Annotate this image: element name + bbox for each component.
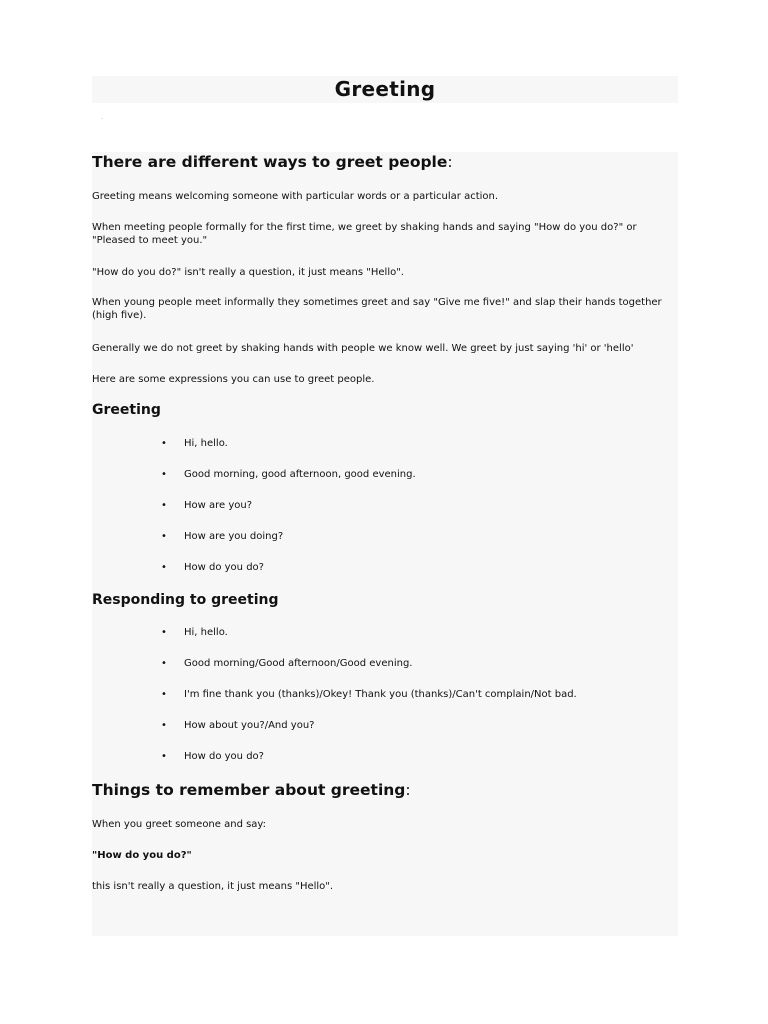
paragraph-expressions-intro: Here are some expressions you can use to greet people. (92, 374, 375, 385)
bullet-icon: • (161, 627, 167, 638)
paragraph-formal-greeting: When meeting people formally for the first time, we greet by shaking hands and saying "How do you do?" or "Pleased to meet you." (92, 222, 637, 246)
bullet-icon: • (161, 689, 167, 700)
subheading-greeting: Greeting (92, 402, 161, 418)
paragraph-how-do-you-do: "How do you do?" isn't really a question, it just means "Hello". (92, 267, 404, 278)
bullet-icon: • (161, 469, 167, 480)
section-heading-things-to-remember: Things to remember about greeting: (92, 781, 411, 799)
document-title: Greeting (334, 77, 436, 101)
paragraph-when-you-greet: When you greet someone and say: (92, 819, 266, 830)
paragraph-greeting-definition: Greeting means welcoming someone with particular words or a particular action. (92, 191, 499, 202)
stray-mark: · (101, 116, 103, 123)
paragraph-how-do-you-do-quote: "How do you do?" (92, 850, 192, 861)
paragraph-informal-greeting: When young people meet informally they sometimes greet and say "Give me five!" and slap their hands together (high five). (92, 297, 662, 321)
bullet-icon: • (161, 751, 167, 762)
section-heading-ways-to-greet: There are different ways to greet people: (92, 153, 453, 171)
bullet-icon: • (161, 720, 167, 731)
paragraph-greet-people-you-know: Generally we do not greet by shaking hands with people we know well. We greet by just saying 'hi' or 'hello' (92, 343, 634, 354)
bullet-icon: • (161, 531, 167, 542)
bullet-icon: • (161, 438, 167, 449)
paragraph-not-a-question: this isn't really a question, it just means "Hello". (92, 881, 334, 892)
bullet-icon: • (161, 658, 167, 669)
subheading-responding-to-greeting: Responding to greeting (92, 592, 279, 608)
bullet-icon: • (161, 500, 167, 511)
bullet-icon: • (161, 562, 167, 573)
